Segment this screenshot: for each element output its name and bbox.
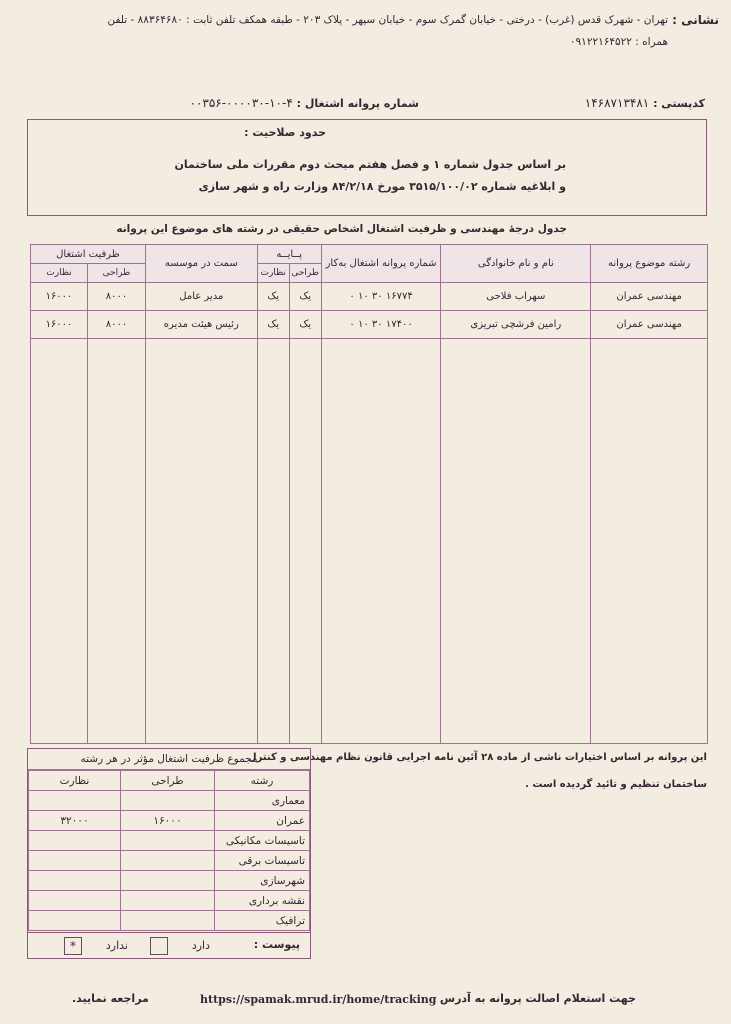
address-label: نشانی : bbox=[672, 13, 719, 27]
statement-line-1: این پروانه بر اساس اختیارات ناشی از ماده ۲۸ آئین نامه اجرایی قانون نظام مهندسی و کنترل bbox=[247, 752, 707, 763]
cell-position: رئیس هیئت مدیره bbox=[145, 311, 257, 339]
sum-col-design: طراحی bbox=[121, 771, 215, 791]
sum-field: شهرسازی bbox=[215, 871, 310, 891]
attachment-row bbox=[27, 932, 311, 959]
sum-field: نقشه برداری bbox=[215, 891, 310, 911]
col-cap-design: طراحی bbox=[87, 264, 145, 283]
cell-cap-supervision: ۱۶۰۰۰ bbox=[31, 283, 88, 311]
col-grade-supervision: نظارت bbox=[257, 264, 289, 283]
mobile-label: همراه : bbox=[635, 36, 668, 48]
summary-row bbox=[29, 791, 310, 811]
has-checkbox[interactable] bbox=[150, 937, 168, 955]
has-label: دارد bbox=[191, 939, 210, 952]
cell-grade-supervision: یک bbox=[257, 283, 289, 311]
sum-design bbox=[121, 851, 215, 871]
sum-design bbox=[121, 891, 215, 911]
sum-design bbox=[121, 871, 215, 891]
table-row bbox=[31, 283, 708, 311]
engineers-table bbox=[30, 244, 708, 744]
col-position: سمت در موسسه bbox=[145, 245, 257, 283]
col-cap-supervision: نظارت bbox=[31, 264, 88, 283]
summary-header bbox=[29, 771, 310, 791]
sum-field: عمران bbox=[215, 811, 310, 831]
table-empty-row bbox=[31, 339, 708, 744]
mobile-line bbox=[570, 36, 668, 48]
col-capacity: ظرفیت اشتغال bbox=[31, 245, 146, 264]
competence-title: حدود صلاحیت : bbox=[244, 126, 326, 139]
summary-row bbox=[29, 851, 310, 871]
sum-supervision: ۳۲۰۰۰ bbox=[29, 811, 121, 831]
sum-supervision bbox=[29, 871, 121, 891]
sum-design: ۱۶۰۰۰ bbox=[121, 811, 215, 831]
sum-design bbox=[121, 791, 215, 811]
postal-value: ۱۴۶۸۷۱۳۴۸۱ bbox=[584, 96, 650, 110]
col-name: نام و نام خانوادگی bbox=[441, 245, 591, 283]
sum-design bbox=[121, 911, 215, 931]
tracking-url[interactable]: https://spamak.mrud.ir/home/tracking bbox=[200, 993, 437, 1006]
cell-cap-design: ۸۰۰۰ bbox=[87, 283, 145, 311]
sum-supervision bbox=[29, 791, 121, 811]
sum-field: تاسیسات مکانیکی bbox=[215, 831, 310, 851]
mobile-value: ۰۹۱۲۲۱۶۴۵۲۲ bbox=[569, 36, 632, 48]
has-not-label: ندارد bbox=[105, 939, 128, 952]
has-not-checkbox[interactable]: * bbox=[64, 937, 82, 955]
table-caption: جدول درجهٔ مهندسی و ظرفیت اشتغال اشخاص حقیقی در رشته های موضوع این پروانه bbox=[116, 223, 567, 235]
summary-row bbox=[29, 911, 310, 931]
cell-position: مدیر عامل bbox=[145, 283, 257, 311]
inquiry-text: جهت استعلام اصالت پروانه به آدرس bbox=[439, 992, 636, 1005]
sum-field: معماری bbox=[215, 791, 310, 811]
competence-line-2: و ابلاغیه شماره ۳۵۱۵/۱۰۰/۰۲ مورخ ۸۴/۲/۱۸ وزارت راه و شهر سازی bbox=[198, 180, 566, 193]
cell-name: رامین فرشچی تبریزی bbox=[441, 311, 591, 339]
sum-supervision bbox=[29, 851, 121, 871]
summary-box bbox=[27, 748, 311, 959]
cell-field: مهندسی عمران bbox=[591, 283, 708, 311]
competence-box bbox=[27, 119, 707, 216]
sum-design bbox=[121, 831, 215, 851]
refer-text: مراجعه نمایید. bbox=[72, 992, 149, 1005]
col-field: رشته موضوع پروانه bbox=[591, 245, 708, 283]
sum-col-field: رشته bbox=[215, 771, 310, 791]
cell-grade-supervision: یک bbox=[257, 311, 289, 339]
cell-cap-design: ۸۰۰۰ bbox=[87, 311, 145, 339]
summary-row bbox=[29, 811, 310, 831]
sum-field: ترافیک bbox=[215, 911, 310, 931]
cell-grade-design: یک bbox=[289, 311, 321, 339]
col-grade-design: طراحی bbox=[289, 264, 321, 283]
license-value: ۴-۱۰-۰۰۰۰۳۰-۰۰۳۵۶ bbox=[189, 96, 293, 110]
license-number bbox=[189, 96, 419, 110]
attachment-label: پیوست : bbox=[253, 938, 300, 951]
postal-label: کدپستی : bbox=[653, 97, 705, 110]
postal-code bbox=[585, 96, 705, 110]
cell-license: ۱۶۷۷۴ ۳۰ ۱۰ ۰ bbox=[321, 283, 441, 311]
summary-row bbox=[29, 871, 310, 891]
cell-name: سهراب فلاحی bbox=[441, 283, 591, 311]
summary-row bbox=[29, 891, 310, 911]
address-text: تهران - شهرک قدس (غرب) - درختی - خیابان گمرک سوم - خیابان سپهر - پلاک ۲۰۳ - طبقه همکف تلفن ثابت : ۸۸۳۶۴۶۸۰ - تلفن bbox=[107, 14, 668, 26]
sum-supervision bbox=[29, 911, 121, 931]
summary-row bbox=[29, 831, 310, 851]
competence-line-1: بر اساس جدول شماره ۱ و فصل هفتم مبحث دوم مقررات ملی ساختمان bbox=[174, 158, 566, 171]
summary-title: مجموع ظرفیت اشتغال مؤثر در هر رشته bbox=[28, 749, 310, 770]
cell-license: ۱۷۴۰۰ ۳۰ ۱۰ ۰ bbox=[321, 311, 441, 339]
sum-supervision bbox=[29, 891, 121, 911]
col-grade: پــایــه bbox=[257, 245, 321, 264]
cell-field: مهندسی عمران bbox=[591, 311, 708, 339]
sum-col-supervision: نظارت bbox=[29, 771, 121, 791]
sum-field: تاسیسات برقی bbox=[215, 851, 310, 871]
cell-grade-design: یک bbox=[289, 283, 321, 311]
license-label: شماره پروانه اشتغال : bbox=[296, 97, 419, 110]
summary-table bbox=[28, 770, 310, 931]
statement-line-2: ساختمان تنظیم و تائید گردیده است . bbox=[525, 779, 707, 790]
table-row bbox=[31, 311, 708, 339]
col-license: شماره پروانه اشتغال به‌کار bbox=[321, 245, 441, 283]
cell-cap-supervision: ۱۶۰۰۰ bbox=[31, 311, 88, 339]
sum-supervision bbox=[29, 831, 121, 851]
